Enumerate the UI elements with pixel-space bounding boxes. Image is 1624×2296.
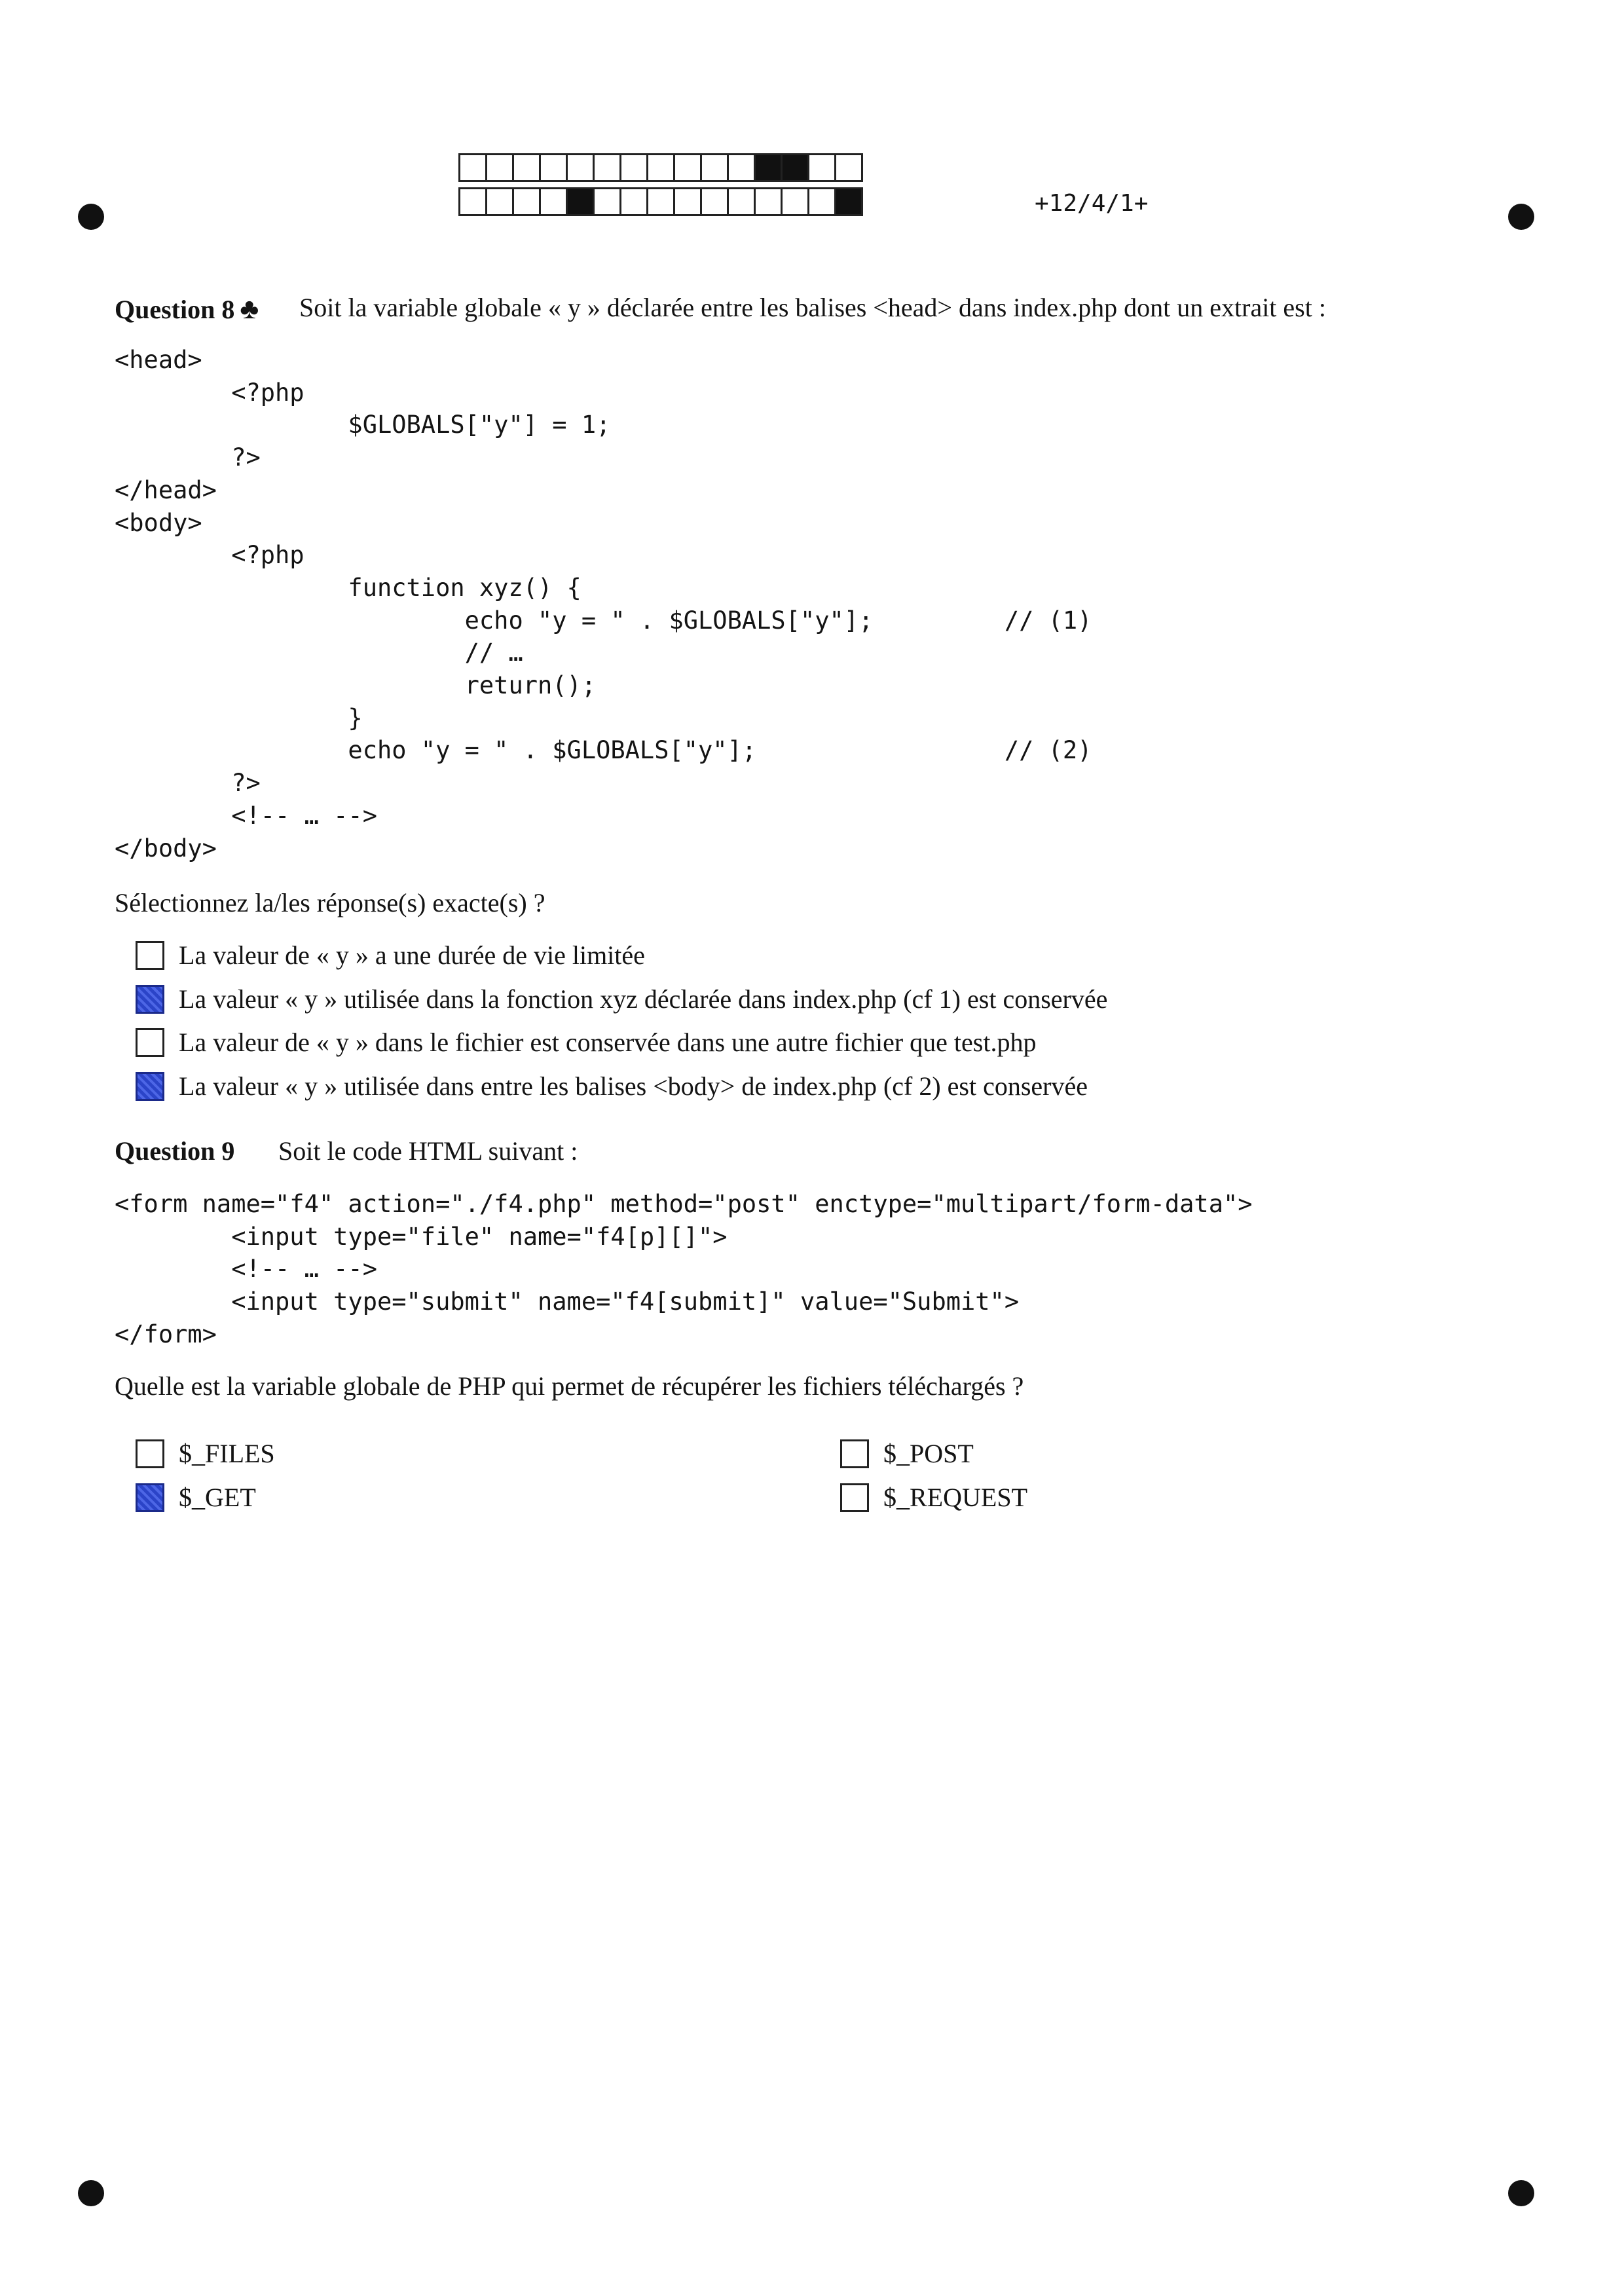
id-grid-cell — [834, 187, 863, 216]
id-grid-cell — [593, 153, 621, 182]
question-9-answer-files[interactable] — [136, 1438, 275, 1469]
question-8-prompt: Sélectionnez la/les réponse(s) exacte(s) ? — [115, 888, 545, 917]
question-9-prompt: Quelle est la variable globale de PHP qui permet de récupérer les fichiers téléchargés ? — [115, 1371, 1024, 1401]
id-grid-cell — [834, 153, 863, 182]
id-grid-cell — [539, 187, 568, 216]
id-grid-cell — [512, 153, 541, 182]
id-grid-cell — [727, 153, 756, 182]
answer-label: La valeur de « y » dans le fichier est conservée dans une autre fichier que test.php — [179, 1028, 1037, 1057]
id-grid-cell — [754, 153, 783, 182]
id-grid-cell — [646, 153, 675, 182]
registration-mark-bottom-left — [78, 2180, 104, 2206]
id-grid-cell — [807, 153, 836, 182]
question-9-label: Question 9 — [115, 1136, 235, 1166]
id-grid-cell — [619, 153, 648, 182]
checkbox[interactable] — [136, 941, 164, 970]
id-grid-cell — [485, 187, 514, 216]
id-grid-cell — [512, 187, 541, 216]
answer-label: $_REQUEST — [883, 1483, 1027, 1512]
answer-label: La valeur « y » utilisée dans la fonction xyz déclarée dans index.php (cf 1) est conservée — [179, 984, 1108, 1014]
id-grid-cell — [727, 187, 756, 216]
checkbox[interactable] — [840, 1483, 869, 1512]
question-9-answer-request[interactable] — [840, 1482, 1027, 1513]
question-8-answer-1[interactable] — [136, 940, 645, 971]
id-grid-cell — [458, 153, 487, 182]
id-grid-cell — [593, 187, 621, 216]
answer-label: $_FILES — [179, 1439, 275, 1468]
id-grid-row-1 — [458, 153, 861, 182]
id-grid-cell — [807, 187, 836, 216]
id-grid-cell — [781, 187, 809, 216]
question-8-header — [115, 292, 1326, 325]
id-grid-cell — [619, 187, 648, 216]
id-grid-cell — [700, 153, 729, 182]
checkbox[interactable] — [136, 1483, 164, 1512]
question-8-text: Soit la variable globale « y » déclarée entre les balises <head> dans index.php dont un extrait est : — [299, 293, 1326, 322]
question-9-answer-get[interactable] — [136, 1482, 256, 1513]
answer-label: La valeur « y » utilisée dans entre les balises <body> de index.php (cf 2) est conservée — [179, 1071, 1088, 1101]
registration-mark-bottom-right — [1508, 2180, 1534, 2206]
id-grid-cell — [458, 187, 487, 216]
question-9-answer-post[interactable] — [840, 1438, 974, 1469]
club-icon: ♣ — [240, 293, 259, 325]
question-8-answer-2[interactable] — [136, 984, 1107, 1014]
id-grid-cell — [566, 187, 595, 216]
question-9-text: Soit le code HTML suivant : — [278, 1136, 578, 1166]
registration-mark-top-left — [78, 204, 104, 230]
registration-mark-top-right — [1508, 204, 1534, 230]
checkbox[interactable] — [136, 1072, 164, 1101]
checkbox[interactable] — [136, 985, 164, 1014]
page-code: +12/4/1+ — [1035, 190, 1149, 217]
id-grid-cell — [673, 153, 702, 182]
id-grid-cell — [673, 187, 702, 216]
id-grid-cell — [781, 153, 809, 182]
question-9-header — [115, 1136, 578, 1166]
id-grid-row-2 — [458, 187, 861, 216]
question-8-label: Question 8 — [115, 295, 235, 324]
question-8-answer-4[interactable] — [136, 1071, 1088, 1102]
id-grid-cell — [566, 153, 595, 182]
answer-label: La valeur de « y » a une durée de vie limitée — [179, 940, 645, 970]
id-grid-cell — [646, 187, 675, 216]
checkbox[interactable] — [840, 1439, 869, 1468]
id-grid-cell — [754, 187, 783, 216]
question-9-code: <form name="f4" action="./f4.php" method="post" enctype="multipart/form-data"> <input type="file" name="f4[p][]"> <!-- … --> <input type="submit" name="f4[submit]" value="Submit"> </form> — [115, 1190, 1253, 1348]
answer-label: $_POST — [883, 1439, 974, 1468]
id-grid-cell — [539, 153, 568, 182]
id-grid-cell — [485, 153, 514, 182]
checkbox[interactable] — [136, 1028, 164, 1057]
question-8-answer-3[interactable] — [136, 1027, 1036, 1058]
question-8-code: <head> <?php $GLOBALS["y"] = 1; ?> </head> <body> <?php function xyz() { echo "y = " . $GLOBALS["y"]; // (1) // … return(); } echo "y = " . $GLOBALS["y"]; // (2) ?> <!-- … --> </body> — [115, 346, 1092, 862]
answer-label: $_GET — [179, 1483, 256, 1512]
id-grid-cell — [700, 187, 729, 216]
checkbox[interactable] — [136, 1439, 164, 1468]
